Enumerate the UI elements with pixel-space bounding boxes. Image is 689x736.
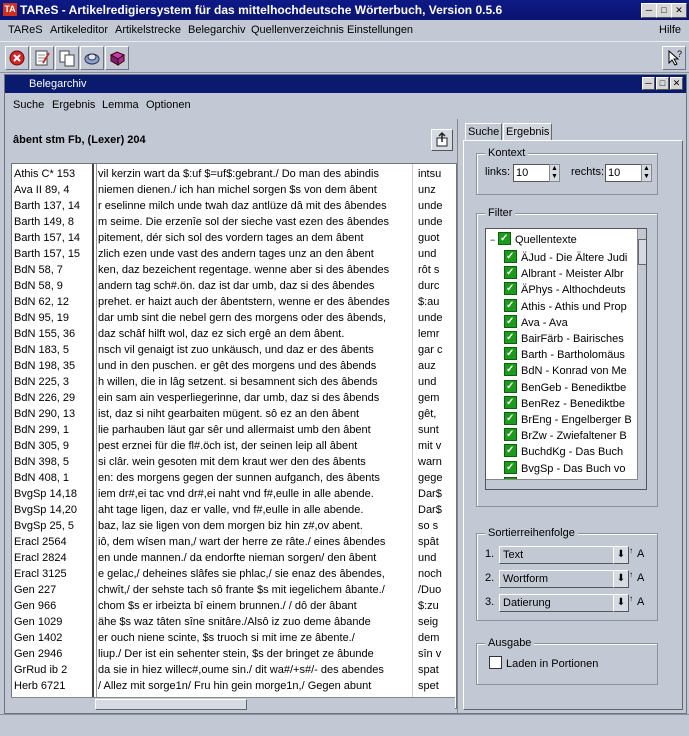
entry-text[interactable]: ist, daz si niht gearbaiten mügent. sô ez an den âbent <box>98 408 360 420</box>
window-title: Belegarchiv <box>29 78 87 90</box>
entry-siglum[interactable]: Barth 137, 14 <box>14 200 81 212</box>
sort-number: 2. <box>485 572 495 584</box>
entry-text[interactable]: m seime. Die erzenîe sol der sieche vast ezen des âbendes <box>98 216 390 228</box>
entry-continuation[interactable]: guot <box>418 232 440 244</box>
entry-text[interactable]: en unde mannen./ da endorfte nieman sorgen/ den âbent <box>98 552 377 564</box>
filter-item-checkbox[interactable] <box>504 428 517 441</box>
rechts-spinner[interactable]: ▲ ▼ <box>641 164 652 182</box>
stop-button[interactable] <box>5 46 29 70</box>
filter-item-label: BvgSp - Das Buch vo <box>521 462 626 475</box>
filter-item-label: BenGeb - Benediktbe <box>521 381 627 394</box>
filter-item-checkbox[interactable] <box>504 347 517 360</box>
entry-continuation[interactable]: $:zu <box>418 600 439 612</box>
filter-item-checkbox[interactable] <box>504 412 517 425</box>
entry-siglum[interactable]: GrRud ib 2 <box>14 664 68 676</box>
entry-text[interactable]: daz schâf hilft wol, daz ez sich ergê an dem âbent. <box>98 328 345 340</box>
entry-continuation[interactable]: unde <box>418 200 443 212</box>
entry-continuation[interactable]: sîn v <box>418 648 442 660</box>
sort-field-select[interactable]: Datierung <box>499 594 616 612</box>
filter-item-label: BenRez - Benediktbe <box>521 397 625 410</box>
entry-text[interactable]: vil kerzin wart da $:uf $=uf$:gebrant./ Do man des abindis <box>98 168 379 180</box>
tab-ergebnis[interactable]: Ergebnis <box>503 123 552 140</box>
sort-dropdown-icon[interactable]: ⬇ <box>613 546 629 564</box>
entry-text[interactable]: da sie in hiez willec#,oume sin./ dit wa#/+s#/- des abendes <box>98 664 384 676</box>
sort-direction-icon[interactable]: ↑ <box>629 594 633 603</box>
close-icon[interactable]: ✕ <box>671 3 687 18</box>
entry-continuation[interactable]: durc <box>418 280 440 292</box>
filter-item-checkbox[interactable] <box>504 396 517 409</box>
entry-text[interactable]: iô, dem wîsen man,/ wart der herre ze râte./ eines âbendes <box>98 536 386 548</box>
sort-number: 1. <box>485 548 495 560</box>
entry-text[interactable]: chom $s er irbeizta bî einem brunnen./ / dô der âbant <box>98 600 357 612</box>
copy-button[interactable] <box>55 46 79 70</box>
entry-text[interactable]: niemen dienen./ ich han michel sorgen $s von dem âbent <box>98 184 377 196</box>
entry-siglum[interactable]: BdN 58, 9 <box>14 280 63 292</box>
menu-hilfe[interactable]: Hilfe <box>659 24 682 36</box>
sort-direction-label: A <box>637 596 645 608</box>
entry-siglum[interactable]: BvgSp 25, 5 <box>14 520 74 532</box>
entry-siglum[interactable]: BdN 299, 1 <box>14 424 70 436</box>
entry-continuation[interactable]: so s <box>418 520 439 532</box>
entry-text[interactable]: ken, daz bezeichent regentage. wenne aber si des âbendes <box>98 264 390 276</box>
entry-siglum[interactable]: Gen 1402 <box>14 632 63 644</box>
entry-text[interactable]: pest erznei für die fl#.öch ist, der seinen leip all âbent <box>98 440 358 452</box>
filter-root[interactable]: −✓ Quellentexte <box>490 231 577 249</box>
book-icon <box>106 47 128 69</box>
filter-tree[interactable] <box>485 228 647 490</box>
results-horizontal-scrollbar[interactable] <box>11 697 455 710</box>
entry-continuation[interactable]: spat <box>418 664 439 676</box>
entry-text[interactable]: lie parhauben läut gar sêr und allermaist umb den âbent <box>98 424 371 436</box>
entry-continuation[interactable]: Dar$ <box>418 504 442 516</box>
menu-einstellungen[interactable]: Einstellungen <box>347 24 414 36</box>
stop-icon <box>6 47 28 69</box>
entry-continuation[interactable]: gar c <box>418 344 443 356</box>
filter-label: Filter <box>485 207 515 219</box>
sort-row <box>485 570 655 588</box>
entry-continuation[interactable]: lemr <box>418 328 440 340</box>
filter-group <box>476 207 658 507</box>
lemma-action-button[interactable] <box>431 129 453 151</box>
entry-continuation[interactable]: noch <box>418 568 442 580</box>
belegarchiv-window <box>4 74 687 714</box>
menu-lemma[interactable]: Lemma <box>102 99 139 111</box>
sort-dropdown-icon[interactable]: ⬇ <box>613 594 629 612</box>
entry-siglum[interactable]: BdN 155, 36 <box>14 328 76 340</box>
inner-minimize-icon[interactable]: ─ <box>642 77 655 90</box>
entry-continuation[interactable]: unde <box>418 312 443 324</box>
search-options-panel <box>461 119 685 713</box>
entry-text[interactable]: / Allez mit sorge1n/ Fru hin gein morge1n,/ Gegen abunt <box>98 680 372 692</box>
app-title: TAReS - Artikelredigiersystem für das mittelhochdeutsche Wörterbuch, Version 0.5.6 <box>20 3 503 17</box>
export-icon <box>432 130 452 150</box>
entry-continuation[interactable]: Dar$ <box>418 488 442 500</box>
entry-siglum[interactable]: BdN 226, 29 <box>14 392 76 404</box>
filter-vertical-scrollbar[interactable] <box>637 229 646 489</box>
filter-root-checkbox[interactable] <box>498 232 511 245</box>
links-spinner[interactable]: ▲ ▼ <box>549 164 560 182</box>
entry-text[interactable]: iem dr#,ei tac vnd dr#,ei naht vnd f#,eulle in alle abende. <box>98 488 374 500</box>
filter-item-label: ÄPhys - Althochdeuts <box>521 284 626 297</box>
menu-belegarchiv[interactable]: Belegarchiv <box>188 24 246 36</box>
entry-continuation[interactable]: gêt, <box>418 408 437 420</box>
filter-item-checkbox[interactable] <box>504 282 517 295</box>
belegarchiv-menu-bar <box>5 93 686 117</box>
archive-icon <box>81 47 103 69</box>
entry-siglum[interactable]: Barth 157, 14 <box>14 232 81 244</box>
ausgabe-label: Ausgabe <box>485 637 534 649</box>
entry-continuation[interactable]: spet <box>418 680 439 692</box>
entry-continuation[interactable]: warn <box>418 456 442 468</box>
entry-continuation[interactable]: sunt <box>418 424 439 436</box>
filter-item-checkbox[interactable] <box>504 315 517 328</box>
entry-text[interactable]: baz, laz sie ligen von dem morgen biz hin z#,ov abent. <box>98 520 363 532</box>
menu-quellenverzeichnis[interactable]: Quellenverzeichnis <box>251 24 344 36</box>
entry-text[interactable]: prehet. er haizt auch der âbentstern, wenne er des âbendes <box>98 296 390 308</box>
entry-siglum[interactable]: Eracl 3125 <box>14 568 67 580</box>
entry-continuation[interactable]: unde <box>418 216 443 228</box>
ausgabe-group <box>476 637 658 685</box>
entry-continuation[interactable]: spât <box>418 536 439 548</box>
entry-continuation[interactable]: $:au <box>418 296 440 308</box>
menu-ergebnis[interactable]: Ergebnis <box>52 99 96 111</box>
entry-siglum[interactable]: Gen 227 <box>14 584 57 596</box>
entry-text[interactable]: si clâr. wein gesoten mit dem kraut wer den des âbents <box>98 456 366 468</box>
entry-continuation[interactable]: und <box>418 552 437 564</box>
belegarchiv-title-bar <box>5 75 686 93</box>
entry-text[interactable]: dar umb sint die nebel gern des morgens oder des âbends, <box>98 312 387 324</box>
help-pointer-button[interactable] <box>662 46 686 70</box>
entry-continuation[interactable]: und <box>418 248 437 260</box>
tree-toggle-icon[interactable]: − <box>490 235 496 245</box>
entry-siglum[interactable]: Athis C* 153 <box>14 168 76 180</box>
svg-text:?: ? <box>677 49 683 59</box>
sort-number: 3. <box>485 596 495 608</box>
rechts-input[interactable]: 10 <box>605 164 643 182</box>
entry-siglum[interactable]: BvgSp 14,20 <box>14 504 77 516</box>
results-list[interactable] <box>11 163 457 709</box>
links-label: links: <box>485 166 511 178</box>
lemma-header: âbent stm Fb, (Lexer) 204 <box>13 134 146 146</box>
menu-artikeleditor[interactable]: Artikeleditor <box>50 24 109 36</box>
entry-text[interactable]: zlich ezen unde vast des andern tages unz an den âbent <box>98 248 374 260</box>
menu-artikelstrecke[interactable]: Artikelstrecke <box>115 24 182 36</box>
filter-item-label: BdN - Konrad von Me <box>521 365 627 378</box>
inner-maximize-icon[interactable]: □ <box>656 77 669 90</box>
rechts-label: rechts: <box>571 166 605 178</box>
filter-item-checkbox[interactable] <box>504 299 517 312</box>
filter-item-checkbox[interactable] <box>504 266 517 279</box>
entry-continuation[interactable]: seig <box>418 616 439 628</box>
entry-text[interactable]: en: des morgens gegen der sunnen aufganch, des âbents <box>98 472 380 484</box>
filter-item-label: BrEng - Engelberger B <box>521 414 632 426</box>
edit-document-button[interactable] <box>30 46 54 70</box>
maximize-icon[interactable]: □ <box>656 3 672 18</box>
entry-siglum[interactable]: Eracl 2824 <box>14 552 67 564</box>
filter-item-checkbox[interactable] <box>504 444 517 457</box>
app-icon: TA <box>4 4 16 14</box>
entry-continuation[interactable]: /Duo <box>418 584 442 596</box>
entry-text[interactable]: er ouch niene scinte, $s truoch si mit ime ze âbente./ <box>98 632 355 644</box>
filter-item-label: ÄJud - Die Ältere Judi <box>521 252 628 264</box>
entry-continuation[interactable]: auz <box>418 360 436 372</box>
results-panel <box>7 119 457 713</box>
entry-text[interactable]: e gelac,/ deheines slâfes sie phlac,/ sie enaz des âbendes, <box>98 568 385 580</box>
menu-optionen[interactable]: Optionen <box>146 99 191 111</box>
entry-siglum[interactable]: BdN 62, 12 <box>14 296 70 308</box>
entry-text[interactable]: ähe $s waz tâten sîne snitâre./Alsô iz zuo deme âbande <box>98 616 371 628</box>
sort-field-select[interactable]: Text <box>499 546 616 564</box>
entry-continuation[interactable]: dem <box>418 632 440 644</box>
help-pointer-icon <box>663 47 685 69</box>
filter-horizontal-scrollbar[interactable] <box>486 479 638 490</box>
entry-text[interactable]: aht tage ligen, daz er valle, vnd f#,eulle in alle abende. <box>98 504 364 516</box>
entry-siglum[interactable]: BdN 290, 13 <box>14 408 76 420</box>
entry-continuation[interactable]: unz <box>418 184 436 196</box>
filter-item-checkbox[interactable] <box>504 363 517 376</box>
sort-dropdown-icon[interactable]: ⬇ <box>613 570 629 588</box>
filter-item-label: BairFärb - Bairisches <box>521 333 624 345</box>
entry-text[interactable]: chwît,/ der sehste tach sô frante $s mit iegelichem âbante./ <box>98 584 385 596</box>
entry-siglum[interactable]: BvgSp 14,18 <box>14 488 77 500</box>
entry-continuation[interactable]: intsu <box>418 168 442 180</box>
book-button[interactable] <box>105 46 129 70</box>
filter-item-checkbox[interactable] <box>504 331 517 344</box>
app-title-bar <box>0 0 689 20</box>
entry-siglum[interactable]: Eracl 2564 <box>14 536 67 548</box>
entry-siglum[interactable]: Barth 157, 15 <box>14 248 81 260</box>
sort-direction-icon[interactable]: ↑ <box>629 570 633 579</box>
entry-continuation[interactable]: mit v <box>418 440 442 452</box>
filter-item-label: BuchdKg - Das Buch <box>521 446 624 459</box>
entry-siglum[interactable]: Gen 1029 <box>14 616 63 628</box>
entry-text[interactable]: pitement, dér sich sol des vordern tages an dem âbent <box>98 232 364 244</box>
entry-text[interactable]: andern tag sch#.ön. daz ist dar umb, daz si des âbendes <box>98 280 375 292</box>
sort-direction-label: A <box>637 548 645 560</box>
tab-suche[interactable]: Suche <box>465 123 502 140</box>
filter-item-label: Barth - Bartholomäus <box>521 349 625 362</box>
entry-continuation[interactable]: rôt s <box>418 264 440 276</box>
entry-siglum[interactable]: BdN 225, 3 <box>14 376 70 388</box>
menu-tares[interactable]: TAReS <box>8 24 43 36</box>
sort-direction-icon[interactable]: ↑ <box>629 546 633 555</box>
minimize-icon[interactable]: ─ <box>641 3 657 18</box>
filter-item-checkbox[interactable] <box>504 380 517 393</box>
laden-in-portionen-option[interactable] <box>489 656 598 670</box>
menu-suche[interactable]: Suche <box>13 99 45 111</box>
entry-siglum[interactable]: BdN 183, 5 <box>14 344 70 356</box>
filter-item-label: Athis - Athis und Prop <box>521 300 627 313</box>
sort-row <box>485 594 655 612</box>
main-menu-bar <box>0 20 689 41</box>
entry-text[interactable]: h willen, die in lâg setzent. si besamnent sich des âbends <box>98 376 378 388</box>
entry-continuation[interactable]: gem <box>418 392 440 404</box>
status-bar <box>0 714 689 736</box>
laden-in-portionen-label: Laden in Portionen <box>506 658 599 670</box>
entry-siglum[interactable]: BdN 58, 7 <box>14 264 63 276</box>
entry-text[interactable]: r eselinne milch unde twah daz antlüze dâ mit des âbendes <box>98 200 387 212</box>
entry-text[interactable]: liup./ Der ist ein sehenter stein, $s der bringet ze âbunde <box>98 648 374 660</box>
filter-item-checkbox[interactable] <box>504 250 517 263</box>
entry-siglum[interactable]: BdN 95, 19 <box>14 312 70 324</box>
archive-button[interactable] <box>80 46 104 70</box>
inner-close-icon[interactable]: ✕ <box>670 77 683 90</box>
links-input[interactable]: 10 <box>513 164 551 182</box>
copy-icon <box>56 47 78 69</box>
entry-continuation[interactable]: gege <box>418 472 443 484</box>
entry-siglum[interactable]: BdN 408, 1 <box>14 472 70 484</box>
entry-text[interactable]: nsch vil genaigt ist zuo unkäusch, und daz er des âbents <box>98 344 374 356</box>
entry-siglum[interactable]: BdN 398, 5 <box>14 456 70 468</box>
laden-in-portionen-checkbox[interactable] <box>489 656 502 669</box>
entry-text[interactable]: ein sam ain vesperliegerinne, dar umb, daz si des âbends <box>98 392 380 404</box>
tab-content <box>463 140 683 710</box>
filter-item-label: Ava - Ava <box>521 316 568 329</box>
filter-item-label: BrZw - Zwiefaltener B <box>521 430 627 443</box>
entry-continuation[interactable]: und <box>418 376 437 388</box>
entry-siglum[interactable]: BdN 305, 9 <box>14 440 70 452</box>
window-icon <box>10 77 23 90</box>
filter-item-checkbox[interactable] <box>504 461 517 474</box>
entry-siglum[interactable]: Gen 966 <box>14 600 57 612</box>
edit-document-icon <box>31 47 53 69</box>
entry-siglum[interactable]: Ava II 89, 4 <box>14 184 70 196</box>
sort-direction-label: A <box>637 572 645 584</box>
kontext-label: Kontext <box>485 147 528 159</box>
sort-label: Sortierreihenfolge <box>485 527 578 539</box>
entry-siglum[interactable]: BdN 198, 35 <box>14 360 76 372</box>
entry-siglum[interactable]: Herb 6721 <box>14 680 66 692</box>
entry-siglum[interactable]: Gen 2946 <box>14 648 63 660</box>
entry-text[interactable]: und in den puschen. er gêt des morgens und des âbends <box>98 360 377 372</box>
entry-siglum[interactable]: Barth 149, 8 <box>14 216 74 228</box>
sort-row <box>485 546 655 564</box>
toolbar <box>0 41 689 73</box>
sort-field-select[interactable]: Wortform <box>499 570 616 588</box>
filter-item-label: Albrant - Meister Albr <box>521 268 624 281</box>
kontext-group <box>476 147 658 195</box>
sort-group <box>476 527 658 621</box>
